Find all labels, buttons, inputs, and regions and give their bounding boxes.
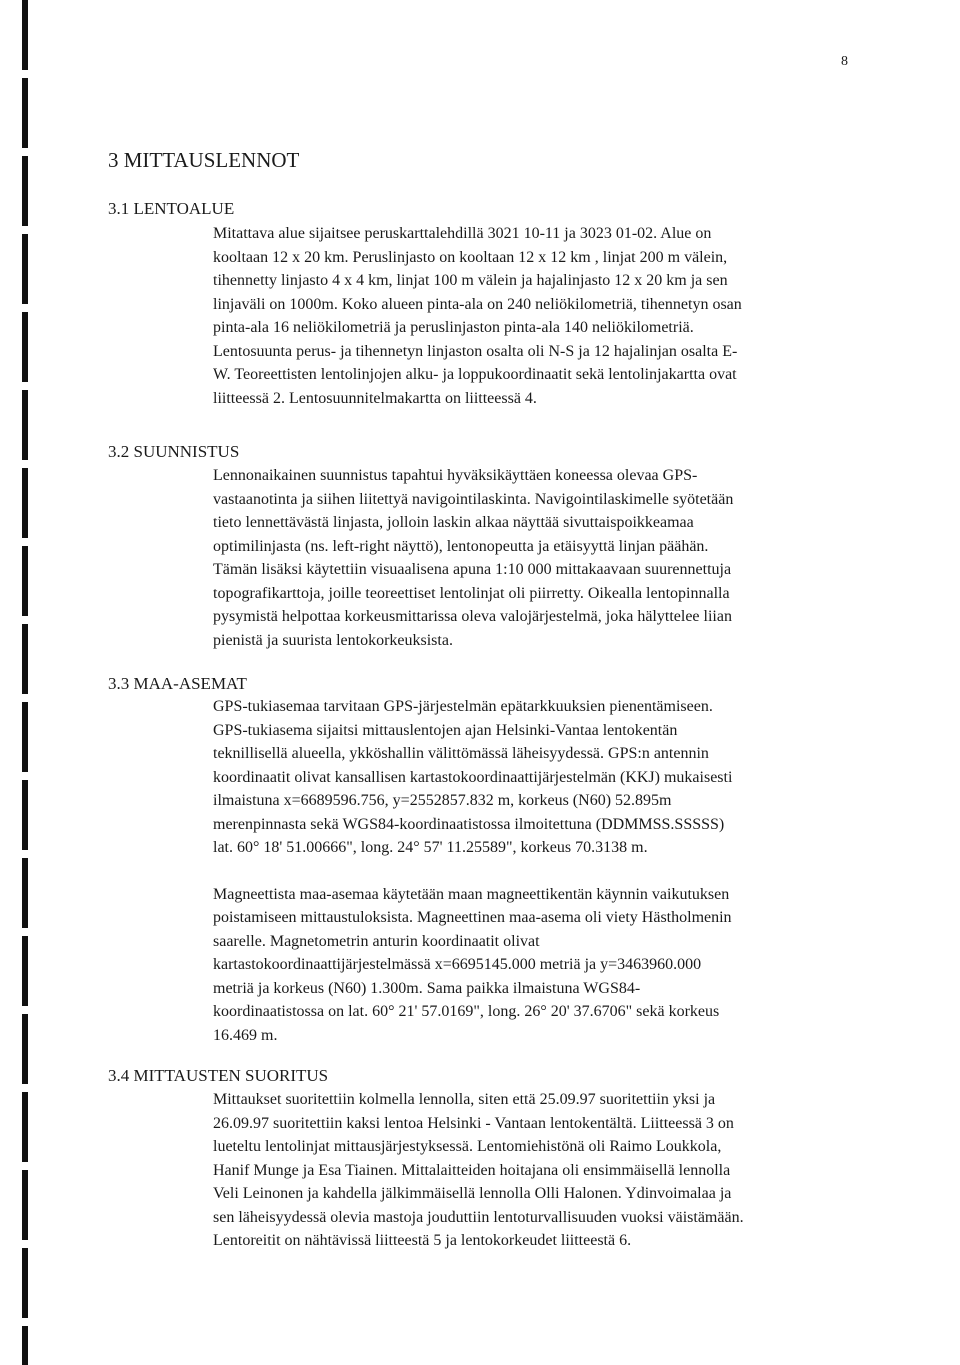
text-line: koordinaatistossa on lat. 60° 21' 57.0169", long. 26° 20' 37.6706" sekä korkeus xyxy=(213,1003,720,1020)
text-line: kartastokoordinaattijärjestelmässä x=6695145.000 metriä ja y=3463960.000 xyxy=(213,956,702,973)
section-body-maa-asemat xyxy=(213,695,732,1047)
text-line: poistamiseen mittaustuloksista. Magneettinen maa-asema oli viety Hästholmenin xyxy=(213,909,732,926)
section-title-mittausten-suoritus: 3.4 MITTAUSTEN SUORITUS xyxy=(108,1066,329,1085)
paragraph xyxy=(213,464,733,652)
text-line: tihennetty linjasto 4 x 4 km, linjat 100 m välein ja hajalinjasto 12 x 20 km ja sen xyxy=(213,272,728,289)
text-line: metriä ja korkeus (N60) 1.300m. Sama paikka ilmaistuna WGS84- xyxy=(213,979,641,997)
text-line: topografikarttoja, joille teoreettiset lentolinjat oli piirretty. Oikealla lentopinnalla xyxy=(213,584,730,602)
page-number: 8 xyxy=(841,54,848,69)
text-line: Hanif Munge ja Esa Tiainen. Mittalaitteiden hoitajana oli ensimmäisellä lennolla xyxy=(213,1161,731,1179)
text-line: koordinaatit olivat kansallisen kartastokoordinaattijärjestelmän (KKJ) mukaisesti xyxy=(213,768,733,786)
text-line: teknillisellä alueella, ykköshallin välittömässä läheisyydessä. GPS:n antennin xyxy=(213,745,709,762)
text-line: vastaanotinta ja siihen liitettyä navigointilaskinta. Navigointilaskimelle syötetään xyxy=(213,490,734,508)
chapter-title: 3 MITTAUSLENNOT xyxy=(108,148,300,172)
section-body-lentoalue xyxy=(213,222,742,410)
text-line: 26.09.97 suoritettiin kaksi lentoa Helsinki - Vantaan lentokentältä. Liitteessä 3 on xyxy=(213,1114,734,1132)
text-line: Lentoreitit on nähtävissä liitteestä 5 ja lentokorkeudet liitteestä 6. xyxy=(213,1232,632,1249)
text-line: merenpinnasta sekä WGS84-koordinaatistossa ilmoitettuna (DDMMSS.SSSSS) xyxy=(213,815,725,833)
text-line: Lennonaikainen suunnistus tapahtui hyväksikäyttäen koneessa olevaa GPS- xyxy=(213,467,698,484)
text-line: Veli Leinonen ja kahdella jälkimmäisellä lennolla Olli Halonen. Ydinvoimalaa ja xyxy=(213,1185,732,1202)
text-line: GPS-tukiasema sijaitsi mittauslentojen ajan Helsinki-Vantaa lentokentän xyxy=(213,721,678,739)
text-line: 16.469 m. xyxy=(213,1026,278,1044)
text-line: lat. 60° 18' 51.00666", long. 24° 57' 11.25589", korkeus 70.3138 m. xyxy=(213,839,648,856)
text-line: tieto lennettävästä linjasta, jolloin laskin alkaa näyttää sivuttaispoikkeamaa xyxy=(213,514,694,531)
paragraph xyxy=(213,883,732,1048)
text-line: pienistä ja suurista lentokorkeuksista. xyxy=(213,631,453,649)
text-line: pysymistä helpottaa korkeusmittarissa oleva valojärjestelmä, joka hälyttelee liian xyxy=(213,608,732,625)
section-title-lentoalue: 3.1 LENTOALUE xyxy=(108,199,235,218)
text-line: Tämän lisäksi käytettiin visuaalisena apuna 1:10 000 mittakaavaan suurennettuja xyxy=(213,561,732,578)
text-line: liitteessä 2. Lentosuunnitelmakartta on liitteessä 4. xyxy=(213,389,537,407)
paragraph xyxy=(213,1088,744,1253)
section-body-suunnistus xyxy=(213,464,733,652)
text-line: GPS-tukiasemaa tarvitaan GPS-järjestelmän epätarkkuuksien pienentämiseen. xyxy=(213,698,713,715)
section-title-maa-asemat: 3.3 MAA-ASEMAT xyxy=(108,674,247,693)
section-title-suunnistus: 3.2 SUUNNISTUS xyxy=(108,442,240,461)
text-line: ilmaistuna x=6689596.756, y=2552857.832 m, korkeus (N60) 52.895m xyxy=(213,792,672,809)
text-line: kooltaan 12 x 20 km. Peruslinjasto on kooltaan 12 x 12 km , linjat 200 m välein, xyxy=(213,248,728,266)
text-line: optimilinjasta (ns. left-right näyttö), lentonopeutta ja etäisyyttä linjan päähän. xyxy=(213,537,709,555)
text-line: Lentosuunta perus- ja tihennetyn linjaston osalta oli N-S ja 12 hajalinjan osalta E- xyxy=(213,342,738,360)
paragraph xyxy=(213,695,732,860)
paragraph xyxy=(213,222,742,410)
paragraph-gap xyxy=(213,860,732,883)
text-line: pinta-ala 16 neliökilometriä ja peruslinjaston pinta-ala 140 neliökilometriä. xyxy=(213,319,694,336)
text-line: saarelle. Magnetometrin anturin koordinaatit olivat xyxy=(213,932,540,950)
binding-strip xyxy=(22,0,28,1365)
text-line: linjaväli on 1000m. Koko alueen pinta-ala on 240 neliökilometriä, tihennetyn osan xyxy=(213,295,742,313)
text-line: W. Teoreettisten lentolinjojen alku- ja loppukoordinaatit sekä lentolinjakartta ovat xyxy=(213,366,737,383)
text-line: lueteltu lentolinjat mittausjärjestyksessä. Lentomiehistönä oli Raimo Loukkola, xyxy=(213,1138,722,1155)
text-line: Mitattava alue sijaitsee peruskarttalehdillä 3021 10-11 ja 3023 01-02. Alue on xyxy=(213,225,712,242)
text-line: Magneettista maa-asemaa käytetään maan magneettikentän käynnin vaikutuksen xyxy=(213,885,730,903)
text-line: sen läheisyydessä olevia mastoja jouduttiin lentoturvallisuuden vuoksi väistämään. xyxy=(213,1208,744,1226)
text-line: Mittaukset suoritettiin kolmella lennolla, siten että 25.09.97 suoritettiin yksi ja xyxy=(213,1091,716,1108)
section-body-mittausten-suoritus xyxy=(213,1088,744,1253)
